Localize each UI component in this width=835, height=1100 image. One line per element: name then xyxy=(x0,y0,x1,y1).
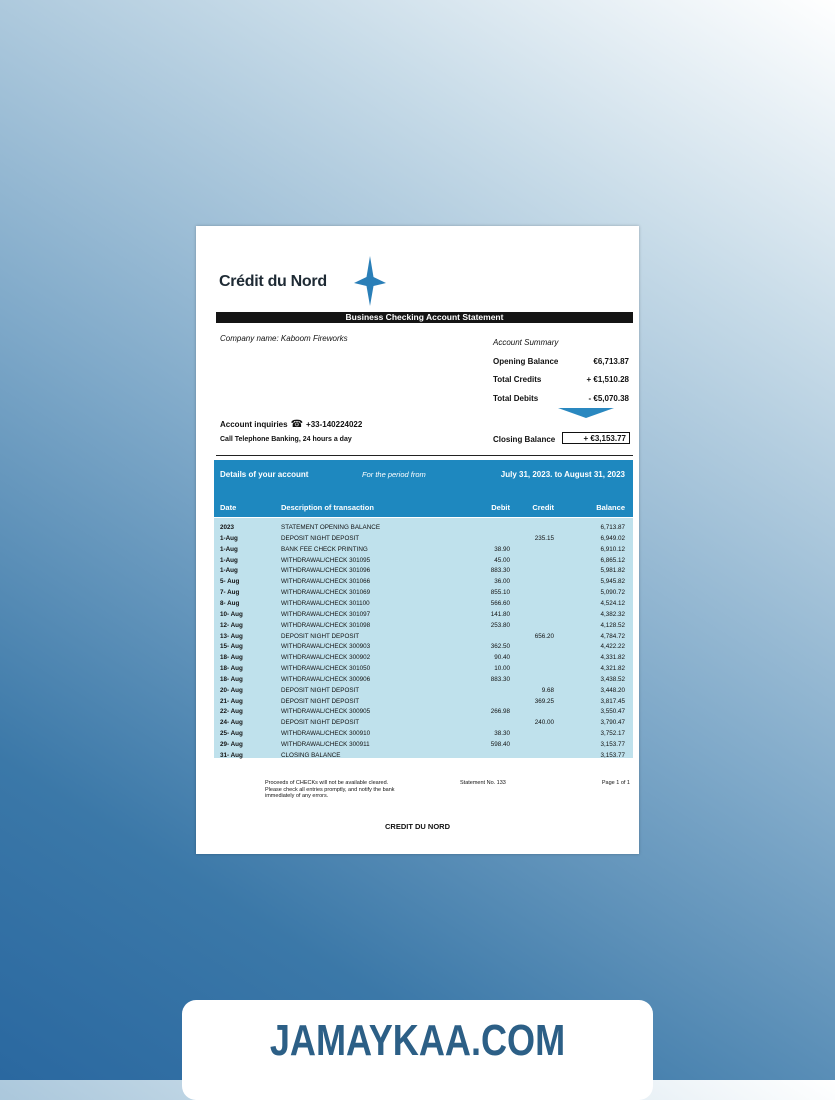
cell-date: 2023 xyxy=(220,524,235,531)
cell-date: 1-Aug xyxy=(220,534,238,542)
statement-number: Statement No. 133 xyxy=(460,780,506,786)
star-logo-icon xyxy=(354,256,386,306)
table-row xyxy=(214,565,633,576)
phone-icon: ☎ xyxy=(290,419,304,430)
table-row xyxy=(214,750,633,761)
cell-balance: 6,949.02 xyxy=(600,534,625,542)
column-header-description: Description of transaction xyxy=(281,503,374,512)
cell-date: 5- Aug xyxy=(220,578,240,586)
cell-balance: 3,550.47 xyxy=(600,708,625,716)
table-row xyxy=(214,728,633,739)
bank-statement xyxy=(196,226,639,854)
opening-balance-row xyxy=(493,357,629,366)
account-inquiries-label: Account inquiries xyxy=(220,420,288,429)
total-credits-value: + €1,510.28 xyxy=(586,375,629,384)
cell-date: 15- Aug xyxy=(220,643,243,651)
table-row xyxy=(214,663,633,674)
cell-balance: 4,382.32 xyxy=(600,610,625,618)
telephone-banking-note: Call Telephone Banking, 24 hours a day xyxy=(220,436,352,443)
cell-description: WITHDRAWAL/CHECK 300906 xyxy=(281,675,371,683)
cell-description: WITHDRAWAL/CHECK 301095 xyxy=(281,556,371,564)
cell-balance: 3,438.52 xyxy=(600,675,625,683)
cell-date: 22- Aug xyxy=(220,708,243,716)
cell-debit: 883.30 xyxy=(490,675,510,683)
table-row xyxy=(214,631,633,642)
table-row xyxy=(214,555,633,566)
column-header-credit: Credit xyxy=(532,503,554,512)
cell-date: 13- Aug xyxy=(220,632,243,640)
cell-credit: 656.20 xyxy=(534,632,554,640)
table-row xyxy=(214,706,633,717)
cell-date: 8- Aug xyxy=(220,599,240,607)
cell-date: 25- Aug xyxy=(220,730,243,738)
cell-balance: 3,153.77 xyxy=(600,741,625,748)
cell-debit: 883.30 xyxy=(490,567,510,575)
cell-balance: 5,945.82 xyxy=(600,578,625,586)
cell-date: 31- Aug xyxy=(220,751,243,759)
table-row xyxy=(214,620,633,631)
cell-balance: 4,524.12 xyxy=(600,599,625,607)
banner-text: JAMAYKAA.COM xyxy=(269,1016,566,1065)
table-row xyxy=(214,576,633,587)
opening-balance-label: Opening Balance xyxy=(493,357,559,366)
cell-date: 1-Aug xyxy=(220,556,238,564)
total-debits-row xyxy=(493,394,629,403)
cell-debit: 253.80 xyxy=(490,621,510,629)
cell-balance: 4,784.72 xyxy=(600,632,625,640)
cell-description: CLOSING BALANCE xyxy=(281,751,341,759)
table-row xyxy=(214,544,633,555)
bank-logo-text: Crédit du Nord xyxy=(219,273,327,290)
cell-description: WITHDRAWAL/CHECK 301050 xyxy=(281,665,371,673)
cell-date: 24- Aug xyxy=(220,719,243,727)
cell-description: DEPOSIT NIGHT DEPOSIT xyxy=(281,632,360,640)
watermark-banner xyxy=(182,1000,653,1100)
cell-description: WITHDRAWAL/CHECK 300905 xyxy=(281,708,371,716)
cell-description: DEPOSIT NIGHT DEPOSIT xyxy=(281,686,360,694)
cell-date: 18- Aug xyxy=(220,665,243,673)
cell-balance: 3,790.47 xyxy=(600,719,625,727)
cell-description: WITHDRAWAL/CHECK 301097 xyxy=(281,610,371,618)
cell-date: 12- Aug xyxy=(220,621,243,629)
cell-debit: 36.00 xyxy=(494,578,510,586)
cell-description: DEPOSIT NIGHT DEPOSIT xyxy=(281,719,360,727)
cell-balance: 3,752.17 xyxy=(600,730,625,738)
cell-date: 18- Aug xyxy=(220,654,243,662)
closing-balance-label: Closing Balance xyxy=(493,435,556,444)
cell-credit: 9.68 xyxy=(541,686,554,694)
divider xyxy=(216,455,633,456)
page-number: Page 1 of 1 xyxy=(601,780,630,786)
footer-bank-name: CREDIT DU NORD xyxy=(385,822,450,831)
cell-balance: 6,713.87 xyxy=(600,524,625,531)
cell-debit: 266.98 xyxy=(490,708,510,716)
total-credits-label: Total Credits xyxy=(493,375,542,384)
table-row xyxy=(214,674,633,685)
cell-balance: 3,817.45 xyxy=(600,697,625,705)
cell-balance: 4,331.82 xyxy=(600,654,625,662)
details-label: Details of your account xyxy=(220,470,309,479)
cell-date: 1-Aug xyxy=(220,545,238,553)
transactions-table xyxy=(214,518,633,758)
cell-debit: 141.80 xyxy=(490,610,510,618)
cell-date: 1-Aug xyxy=(220,567,238,575)
cell-date: 7- Aug xyxy=(220,589,240,597)
phone-number: +33-140224022 xyxy=(306,420,363,429)
cell-balance: 6,910.12 xyxy=(600,545,625,553)
cell-description: WITHDRAWAL/CHECK 301096 xyxy=(281,567,371,575)
total-debits-value: - €5,070.38 xyxy=(588,394,629,403)
opening-balance-value: €6,713.87 xyxy=(593,357,629,366)
cell-date: 21- Aug xyxy=(220,697,243,705)
table-row xyxy=(214,685,633,696)
company-name: Company name: Kaboom Fireworks xyxy=(220,334,348,343)
cell-debit: 566.60 xyxy=(490,599,510,607)
table-row xyxy=(214,696,633,707)
cell-debit: 90.40 xyxy=(494,654,510,662)
cell-description: WITHDRAWAL/CHECK 300911 xyxy=(281,741,370,748)
cell-description: WITHDRAWAL/CHECK 300902 xyxy=(281,654,371,662)
cell-debit: 362.50 xyxy=(490,643,510,651)
cell-balance: 4,422.22 xyxy=(600,643,625,651)
cell-description: WITHDRAWAL/CHECK 301100 xyxy=(281,599,370,607)
total-debits-label: Total Debits xyxy=(493,394,539,403)
cell-description: DEPOSIT NIGHT DEPOSIT xyxy=(281,697,360,705)
cell-balance: 3,153.77 xyxy=(600,751,625,759)
table-row xyxy=(214,652,633,663)
cell-balance: 4,128.52 xyxy=(600,621,625,629)
cell-debit: 10.00 xyxy=(494,665,510,673)
cell-credit: 240.00 xyxy=(534,719,554,727)
cell-balance: 6,865.12 xyxy=(600,556,625,564)
cell-description: WITHDRAWAL/CHECK 301066 xyxy=(281,578,371,586)
cell-description: DEPOSIT NIGHT DEPOSIT xyxy=(281,534,360,542)
account-inquiries xyxy=(220,419,362,430)
table-row xyxy=(214,641,633,652)
closing-balance-value: + €3,153.77 xyxy=(562,432,630,444)
cell-description: STATEMENT OPENING BALANCE xyxy=(281,524,381,531)
table-row xyxy=(214,522,633,533)
period-label: For the period from xyxy=(362,470,426,479)
cell-debit: 598.40 xyxy=(490,741,510,748)
cell-description: BANK FEE CHECK PRINTING xyxy=(281,545,368,553)
account-summary-title: Account Summary xyxy=(493,338,559,347)
account-details-header xyxy=(214,460,633,517)
cell-date: 29- Aug xyxy=(220,741,243,748)
table-row xyxy=(214,598,633,609)
table-row xyxy=(214,533,633,544)
column-header-date: Date xyxy=(220,503,237,512)
column-header-balance: Balance xyxy=(596,503,625,512)
cell-date: 18- Aug xyxy=(220,675,243,683)
statement-title: Business Checking Account Statement xyxy=(216,312,633,323)
total-credits-row xyxy=(493,375,629,384)
table-row xyxy=(214,609,633,620)
cell-description: WITHDRAWAL/CHECK 300910 xyxy=(281,730,371,738)
cell-debit: 38.30 xyxy=(494,730,510,738)
table-row xyxy=(214,587,633,598)
cell-balance: 3,448.20 xyxy=(600,686,625,694)
column-header-debit: Debit xyxy=(491,503,510,512)
cell-description: WITHDRAWAL/CHECK 300903 xyxy=(281,643,371,651)
footer-note: Proceeds of CHECKs will not be available cleared. Please check all entries promptly, and notify the bank immediately of any errors. xyxy=(265,780,395,799)
cell-description: WITHDRAWAL/CHECK 301098 xyxy=(281,621,371,629)
table-row xyxy=(214,739,633,750)
cell-credit: 369.25 xyxy=(534,697,554,705)
cell-balance: 5,981.82 xyxy=(600,567,625,575)
arrow-down-icon xyxy=(558,408,614,418)
cell-description: WITHDRAWAL/CHECK 301069 xyxy=(281,589,371,597)
cell-date: 10- Aug xyxy=(220,610,243,618)
table-row xyxy=(214,717,633,728)
period-range: July 31, 2023. to August 31, 2023 xyxy=(500,470,625,479)
cell-balance: 4,321.82 xyxy=(600,665,625,673)
cell-date: 20- Aug xyxy=(220,686,243,694)
cell-credit: 235.15 xyxy=(534,534,554,542)
cell-debit: 38.90 xyxy=(494,545,510,553)
cell-balance: 5,090.72 xyxy=(600,589,625,597)
cell-debit: 45.00 xyxy=(494,556,510,564)
cell-debit: 855.10 xyxy=(490,589,510,597)
